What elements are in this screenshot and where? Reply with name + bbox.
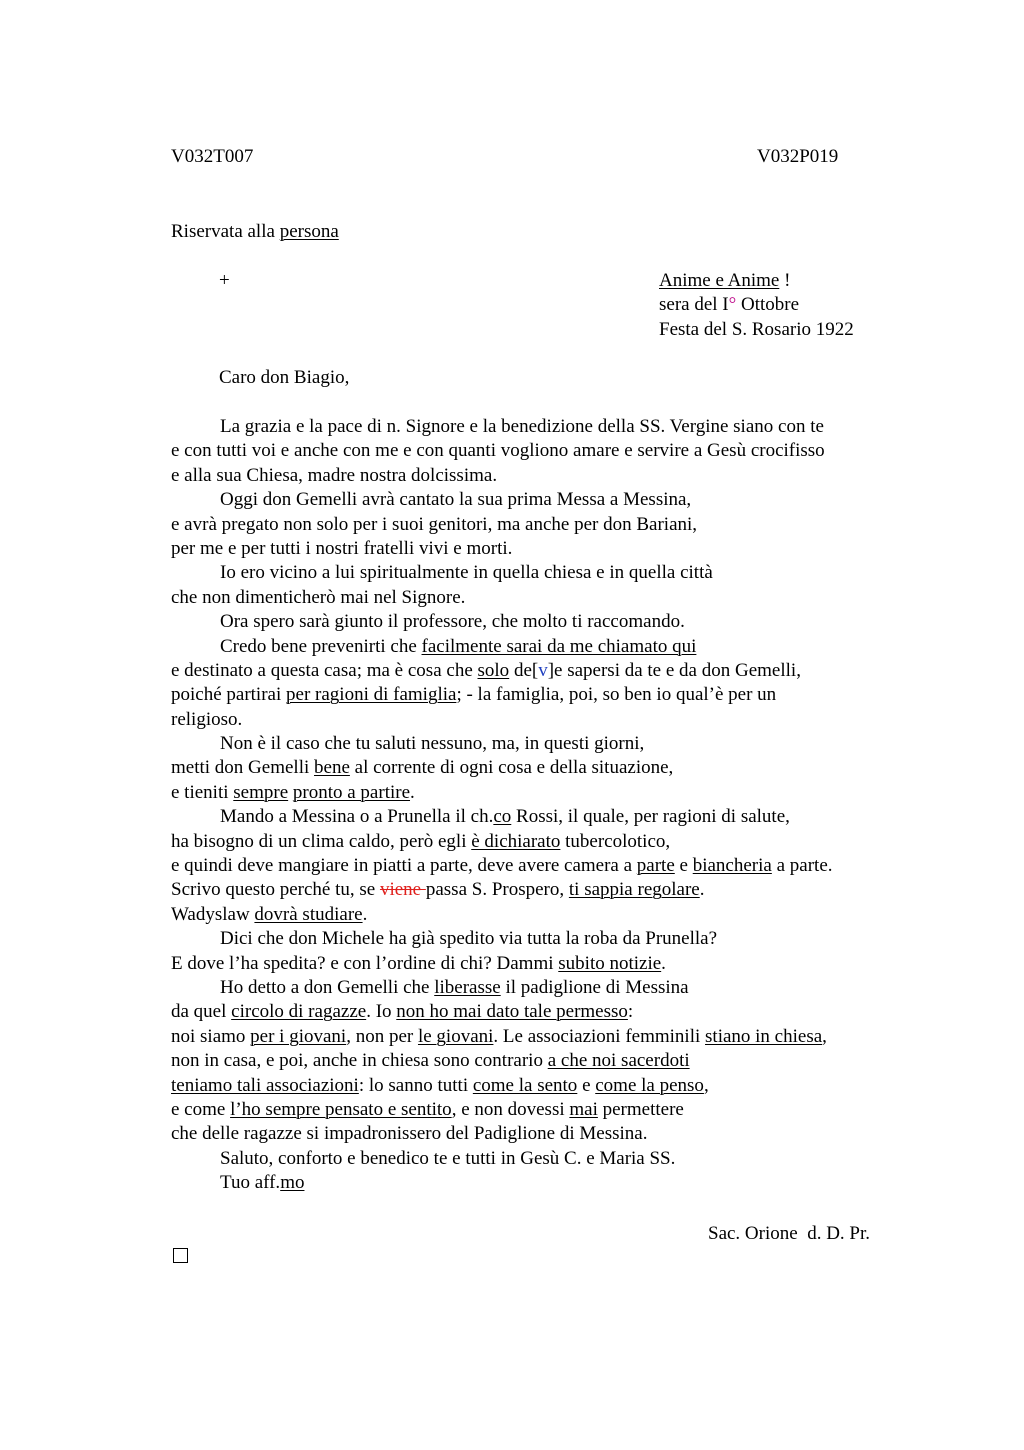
text-span: , non per [346, 1025, 418, 1047]
underlined-span: circolo di ragazze [231, 1001, 367, 1023]
body-line: che delle ragazze si impadronissero del Padiglione di Messina. [171, 1123, 648, 1145]
underlined-span: stiano in chiesa [705, 1025, 823, 1047]
underlined-span: solo [477, 659, 510, 681]
dateline-line2 [659, 293, 854, 317]
underlined-span: mai [569, 1098, 598, 1120]
body-line [171, 683, 911, 707]
body-line: che non dimenticherò mai nel Signore. [171, 586, 466, 608]
text-span: da quel [171, 1001, 232, 1023]
body-line [171, 830, 911, 854]
underlined-span: parte [636, 855, 675, 877]
body-line [171, 903, 911, 927]
dateline-evening: sera del I [659, 294, 729, 316]
signature: Sac. Orione d. D. Pr. [708, 1223, 871, 1244]
body-line [171, 1049, 911, 1073]
archive-code-right: V032P019 [757, 146, 839, 167]
archive-code-left: V032T007 [171, 146, 254, 167]
underlined-span: bene [314, 757, 350, 779]
text-span: . [362, 903, 368, 925]
underlined-span: è dichiarato [471, 830, 561, 852]
text-span: noi siamo [171, 1025, 251, 1047]
underlined-span: dovrà studiare [254, 903, 363, 925]
text-span: non in casa, e poi, anche in chiesa sono contrario [171, 1050, 548, 1072]
text-span: il padiglione di Messina [500, 976, 689, 998]
text-span: permettere [597, 1098, 684, 1120]
dateline-motto-rest: ! [779, 270, 791, 291]
underlined-span: per ragioni di famiglia [286, 684, 457, 706]
text-span: . Le associazioni femminili [493, 1025, 706, 1047]
text-span: Rossi, il quale, per ragioni di salute, [511, 806, 790, 828]
underlined-span: subito notizie [558, 952, 662, 974]
text-span: Credo bene prevenirti che [220, 635, 422, 657]
underlined-span: mo [280, 1172, 305, 1194]
dateline [659, 269, 854, 342]
text-span: e destinato a questa casa; ma è cosa che [171, 659, 478, 681]
text-span: . [661, 952, 666, 974]
reserved-prefix: Riservata alla [171, 221, 280, 242]
underlined-span: pronto a partire [292, 781, 411, 803]
body-line [171, 1074, 911, 1098]
body-line: religioso. [171, 708, 243, 730]
degree-mark: ° [728, 294, 737, 316]
salutation: Caro don Biagio, [219, 367, 350, 388]
end-box-icon [173, 1248, 188, 1263]
body-line [171, 781, 911, 805]
body-line [171, 854, 911, 878]
dateline-month: Ottobre [736, 294, 800, 316]
text-span: , [822, 1025, 827, 1047]
underlined-span: biancheria [692, 855, 772, 877]
text-span: al corrente di ogni cosa e della situazione, [349, 757, 674, 779]
text-span: , [703, 1074, 709, 1096]
reserved-note [171, 220, 339, 244]
body-line: Dici che don Michele ha già spedito via tutta la roba da Prunella? [220, 928, 717, 950]
underlined-span: le giovani [417, 1025, 494, 1047]
text-span: ]e sapersi da te e da don Gemelli, [547, 659, 801, 681]
text-span: metti don Gemelli [171, 757, 315, 779]
inserted-letter: v [538, 659, 548, 681]
body-line [171, 952, 911, 976]
text-span: e come [171, 1098, 231, 1120]
reserved-word: persona [279, 221, 339, 242]
underlined-span: per i giovani [250, 1025, 347, 1047]
underlined-span: facilmente sarai da me chiamato qui [421, 635, 697, 657]
underlined-span: a che noi sacerdoti [547, 1050, 690, 1072]
body-line [171, 1025, 911, 1049]
body-line [171, 756, 911, 780]
body-line [171, 635, 911, 659]
text-span: , e non dovessi [451, 1098, 570, 1120]
text-span: : [627, 1001, 634, 1023]
dateline-motto: Anime e Anime [659, 270, 780, 291]
text-span: Ho detto a don Gemelli che [220, 976, 435, 998]
text-span: . Io [366, 1001, 397, 1023]
underlined-span: non ho mai dato tale permesso [396, 1001, 628, 1023]
body-line: Oggi don Gemelli avrà cantato la sua prima Messa a Messina, [220, 489, 692, 511]
text-span: e [674, 855, 693, 877]
underlined-span: come la sento [472, 1074, 578, 1096]
underlined-span: come la penso [595, 1074, 704, 1096]
text-span: . [410, 781, 415, 803]
text-span: Mando a Messina o a Prunella il ch. [220, 806, 494, 828]
body-line [171, 1171, 911, 1195]
text-span: e [577, 1074, 596, 1096]
text-span: Tuo aff. [220, 1172, 281, 1194]
body-line [171, 976, 911, 1000]
underlined-span: ti sappia regolare [568, 879, 700, 901]
body-line: Non è il caso che tu saluti nessuno, ma, in questi giorni, [220, 733, 645, 755]
text-span: poiché partirai [171, 684, 287, 706]
text-span: E dove l’ha spedita? e con l’ordine di chi? Dammi [171, 952, 559, 974]
cross-mark: + [219, 270, 230, 291]
text-span: e tieniti [171, 781, 234, 803]
text-span: a parte. [771, 855, 833, 877]
body-line: Io ero vicino a lui spiritualmente in quella chiesa e in quella città [220, 562, 713, 584]
underlined-span: co [493, 806, 512, 828]
body-line: Saluto, conforto e benedico te e tutti in Gesù C. e Maria SS. [220, 1147, 676, 1169]
body-line: e alla sua Chiesa, madre nostra dolcissima. [171, 464, 498, 486]
text-span: passa S. Prospero, [425, 879, 569, 901]
underlined-span: liberasse [434, 976, 501, 998]
body-line [171, 805, 911, 829]
body-line: Ora spero sarà giunto il professore, che molto ti raccomando. [220, 611, 685, 633]
body-line: per me e per tutti i nostri fratelli vivi e morti. [171, 537, 513, 559]
letter-body [171, 415, 911, 1196]
body-line: e con tutti voi e anche con me e con quanti vogliono amare e servire a Gesù crocifisso [171, 440, 825, 462]
text-span: Scrivo questo perché tu, se [171, 879, 380, 901]
underlined-span: teniamo tali associazioni [171, 1074, 359, 1096]
text-span: tubercolotico, [560, 830, 671, 852]
text-span: . [699, 879, 705, 901]
body-line [171, 1098, 911, 1122]
dateline-line3: Festa del S. Rosario 1922 [659, 318, 854, 340]
body-line [171, 659, 911, 683]
body-line [171, 1000, 911, 1024]
text-span: ; - la famiglia, poi, so ben io qual’è per un [456, 684, 777, 706]
underlined-span: l’ho sempre pensato e sentito [230, 1098, 452, 1120]
dateline-line1 [659, 269, 854, 293]
text-span: Wadyslaw [171, 903, 255, 925]
body-line [171, 878, 911, 902]
body-line: e avrà pregato non solo per i suoi genitori, ma anche per don Bariani, [171, 513, 698, 535]
underlined-span: sempre [233, 781, 289, 803]
text-span: e quindi deve mangiare in piatti a parte, deve avere camera a [171, 855, 637, 877]
text-span: de[ [509, 659, 539, 681]
text-span: : lo sanno tutti [358, 1074, 473, 1096]
deleted-word: viene [379, 879, 426, 901]
body-line: La grazia e la pace di n. Signore e la benedizione della SS. Vergine siano con te [220, 416, 824, 437]
text-span: ha bisogno di un clima caldo, però egli [171, 830, 472, 852]
